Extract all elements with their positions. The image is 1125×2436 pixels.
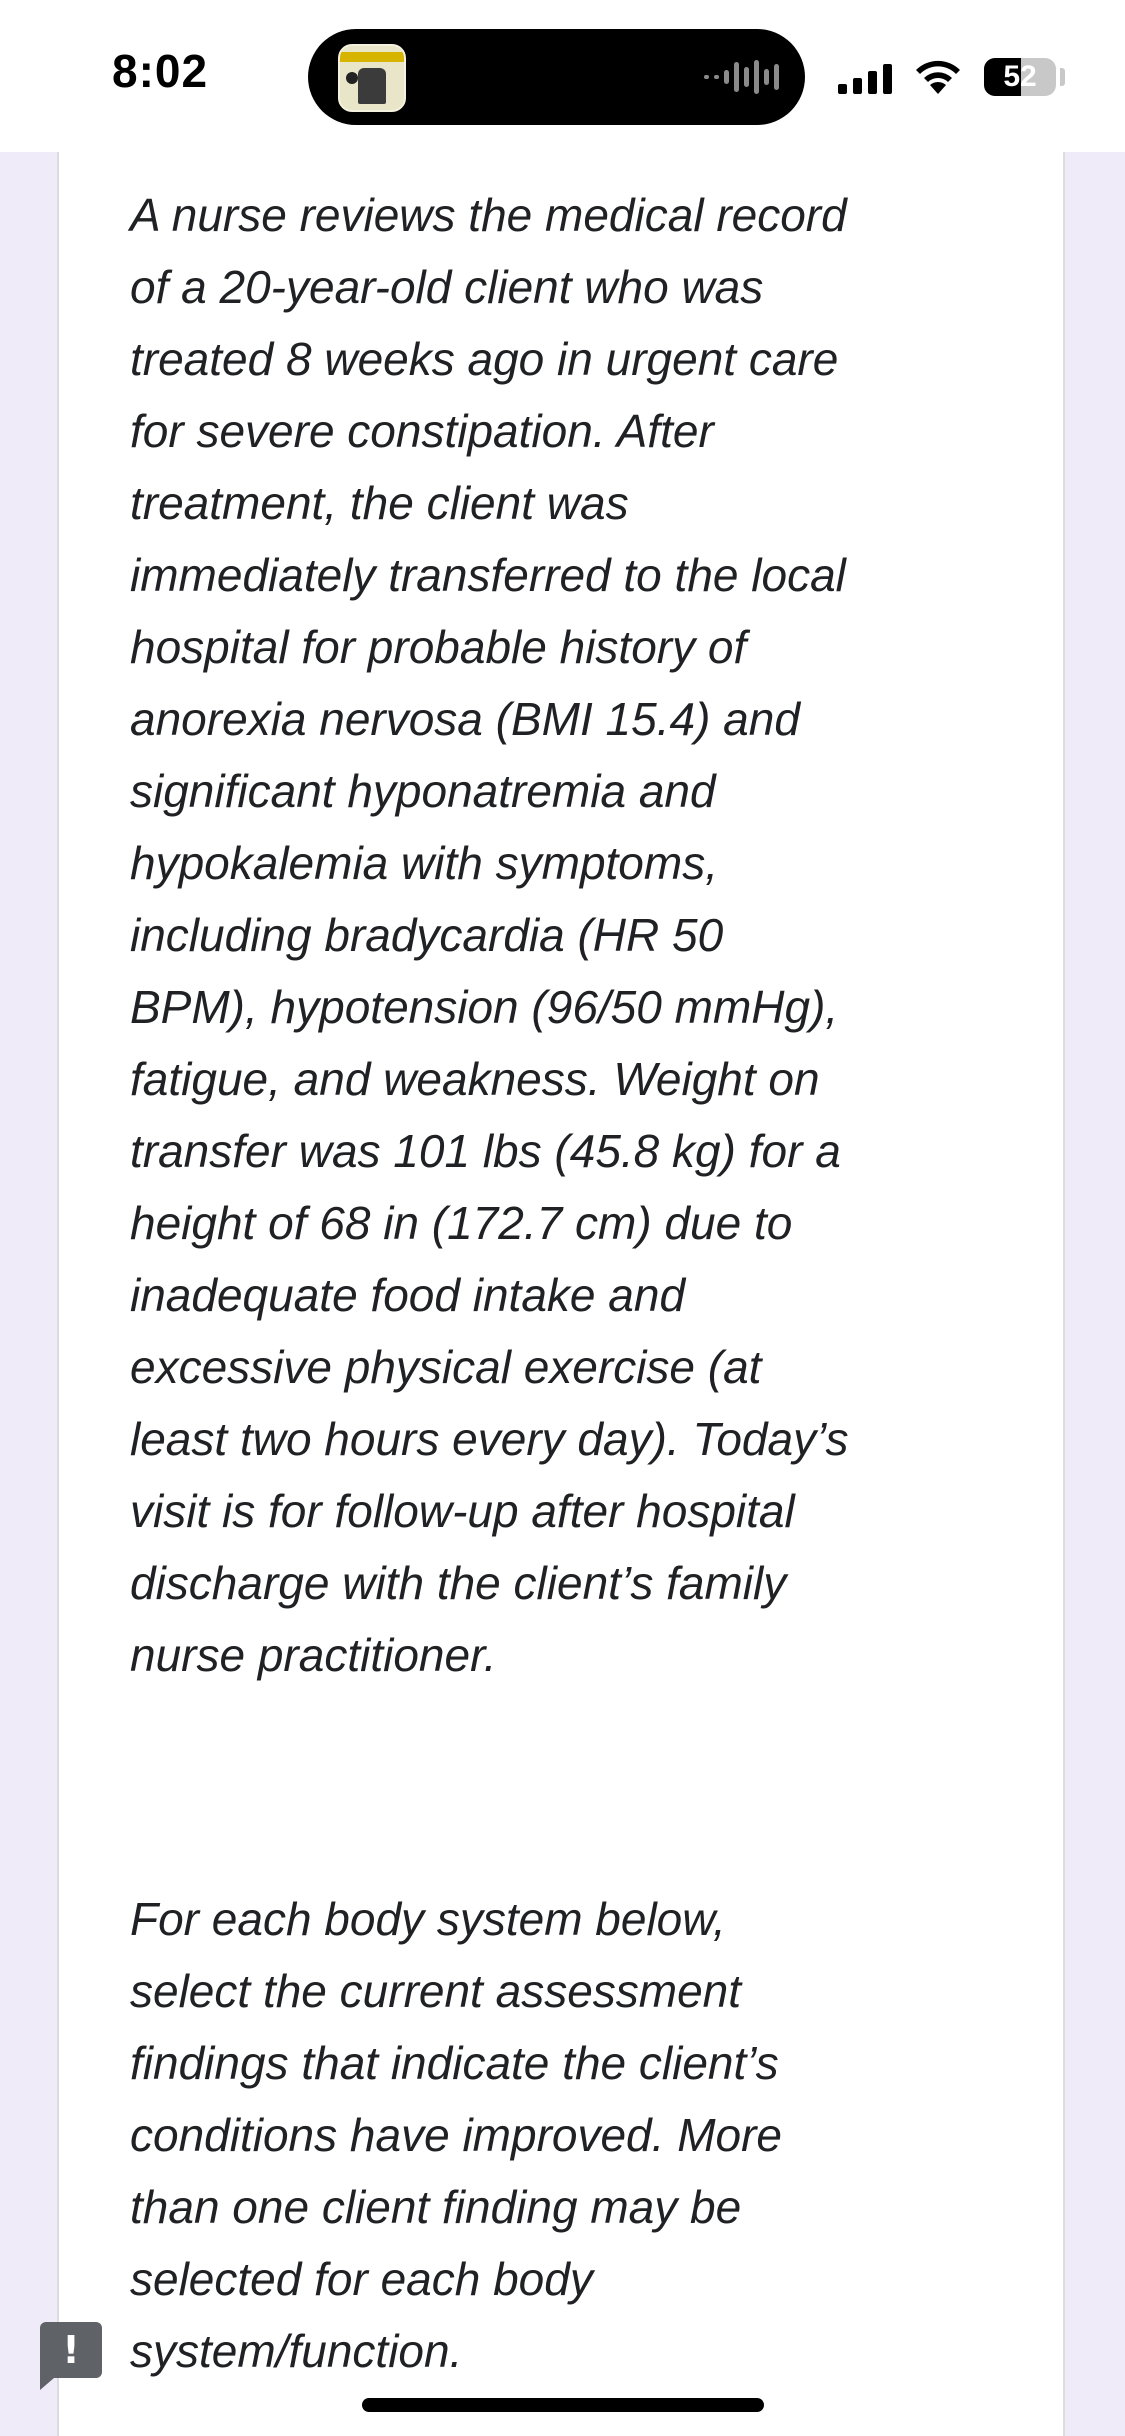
audio-waveform-icon: [704, 59, 779, 95]
dynamic-island[interactable]: [308, 29, 805, 125]
app-activity-icon[interactable]: [338, 44, 406, 112]
battery-icon: [984, 58, 1056, 96]
instruction-text: For each body system below, select the current assessment findings that indicate the client’s conditions have improved. More than one client finding may be selected for each body system/function.: [130, 1893, 782, 2377]
wifi-icon: [912, 56, 964, 96]
cellular-signal-icon: [838, 62, 896, 94]
scenario-text: A nurse reviews the medical record of a 20-year-old client who was treated 8 weeks ago in urgent care for severe constipation. After treatment, the client was immediately transferred to the local hospital for probable history of anorexia nervosa (BMI 15.4) and significant hyponatremia and hypokalemia with symptoms, including bradycardia (HR 50 BPM), hypotension (96/50 mmHg), fatigue, and weakness. Weight on transfer was 101 lbs (45.8 kg) for a height of 68 in (172.7 cm) due to inadequate food intake and excessive physical exercise (at least two hours every day). Today’s visit is for follow-up after hospital discharge with the client’s family nurse practitioner.: [130, 189, 849, 1681]
battery-level: 52: [1003, 60, 1037, 93]
status-bar: [0, 0, 1125, 152]
exclamation-icon: !: [62, 2328, 80, 2372]
report-feedback-button[interactable]: [40, 2322, 102, 2378]
status-time: 8:02: [112, 45, 209, 97]
battery-nub: [1060, 68, 1065, 86]
home-indicator[interactable]: [362, 2398, 764, 2412]
